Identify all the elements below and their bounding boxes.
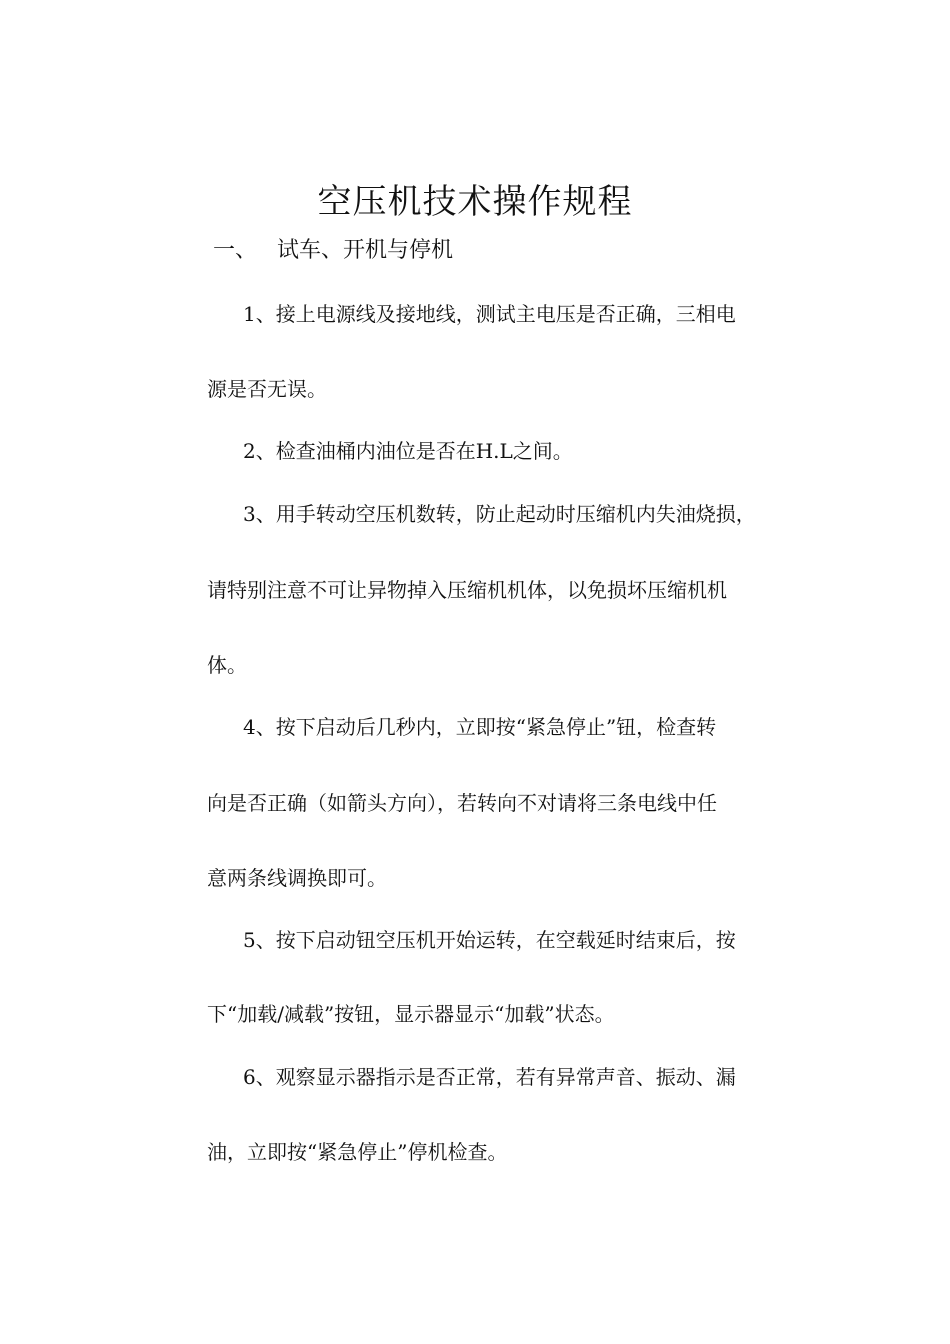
paragraph-line: 下“加载/减载”按钮，显示器显示“加载”状态。 — [207, 1002, 615, 1026]
section-number: 一、 — [213, 238, 258, 263]
paragraph-line: 源是否无误。 — [207, 377, 327, 401]
document-title: 空压机技术操作规程 — [317, 182, 633, 222]
section-heading-text: 试车、开机与停机 — [277, 238, 454, 263]
paragraph-line: 3、用手转动空压机数转，防止起动时压缩机内失油烧损， — [243, 502, 756, 526]
paragraph-line: 2、检查油桶内油位是否在H.L之间。 — [243, 439, 573, 463]
paragraph-line: 体。 — [207, 653, 247, 677]
paragraph-line: 6、观察显示器指示是否正常，若有异常声音、振动、漏 — [243, 1065, 736, 1089]
paragraph-line: 油，立即按“紧急停止”停机检查。 — [207, 1140, 508, 1164]
section-heading — [213, 233, 453, 269]
paragraph-line: 请特别注意不可让异物掉入压缩机机体，以免损坏压缩机机 — [207, 578, 727, 602]
paragraph-line: 意两条线调换即可。 — [207, 866, 387, 890]
paragraph-line: 5、按下启动钮空压机开始运转，在空载延时结束后，按 — [243, 928, 736, 952]
paragraph-line: 1、接上电源线及接地线，测试主电压是否正确，三相电 — [243, 302, 736, 326]
paragraph-line: 4、按下启动后几秒内，立即按“紧急停止”钮，检查转 — [243, 715, 717, 739]
paragraph-line: 向是否正确（如箭头方向），若转向不对请将三条电线中任 — [207, 791, 717, 815]
